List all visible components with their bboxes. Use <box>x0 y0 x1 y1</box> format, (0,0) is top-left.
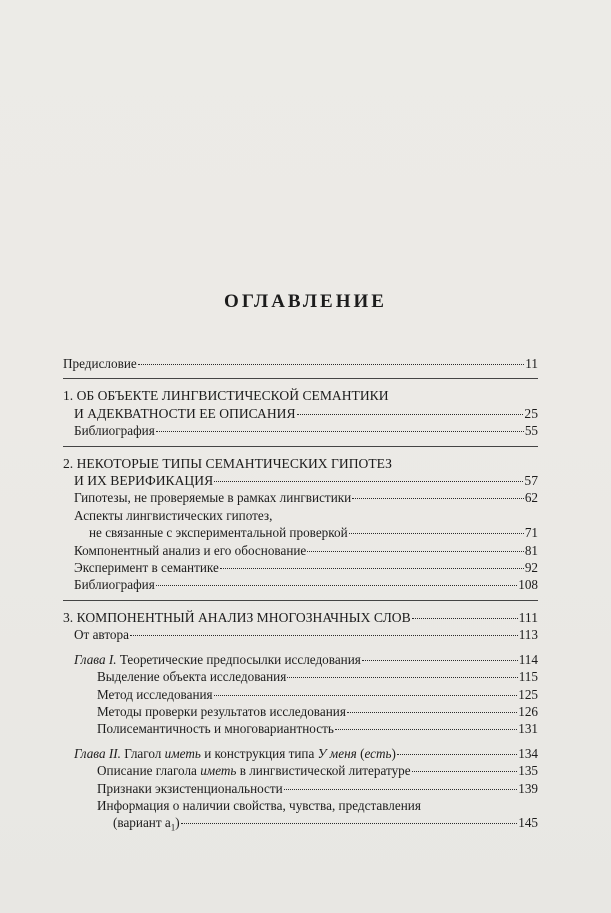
chapter-label: Теоретические предпосылки исследования <box>119 651 361 667</box>
toc-entry[interactable] <box>63 780 538 797</box>
section-heading: И АДЕКВАТНОСТИ ЕЕ ОПИСАНИЯ <box>74 405 296 421</box>
table-of-contents <box>63 355 538 837</box>
leader-dots <box>130 635 518 636</box>
toc-entry-section-3[interactable] <box>63 609 538 626</box>
toc-page-number: 111 <box>518 609 538 625</box>
leader-dots <box>412 771 518 772</box>
toc-page-number: 115 <box>518 669 538 685</box>
leader-dots <box>335 729 517 730</box>
toc-page-number: 57 <box>524 473 538 489</box>
toc-entry[interactable] <box>63 720 538 737</box>
section-heading: 3. КОМПОНЕНТНЫЙ АНАЛИЗ МНОГОЗНАЧНЫХ СЛОВ <box>63 609 411 625</box>
toc-entry-label: Методы проверки результатов исследования <box>97 703 346 719</box>
toc-page-number: 125 <box>518 686 538 702</box>
page-title: ОГЛАВЛЕНИЕ <box>224 291 387 312</box>
toc-entry[interactable] <box>63 559 538 576</box>
section-divider <box>63 446 538 447</box>
leader-dots <box>220 568 524 569</box>
toc-entry-label: Метод исследования <box>97 686 213 702</box>
toc-entry-chapter-2[interactable] <box>63 745 538 762</box>
section-heading: 2. НЕКОТОРЫЕ ТИПЫ СЕМАНТИЧЕСКИХ ГИПОТЕЗ <box>63 455 392 471</box>
toc-entry-label: (вариант $а_1$) <box>113 815 180 833</box>
toc-entry-section-1[interactable] <box>63 405 538 422</box>
section-heading: И ИХ ВЕРИФИКАЦИЯ <box>74 473 214 489</box>
toc-page-number: 71 <box>524 525 538 541</box>
toc-entry-label: не связанные с экспериментальной проверкой <box>89 525 348 541</box>
toc-page-number: 139 <box>518 780 538 796</box>
leader-dots <box>156 431 524 432</box>
leader-dots <box>349 533 524 534</box>
toc-entry-label: Аспекты лингвистических гипотез, <box>74 507 273 523</box>
leader-dots <box>214 481 523 482</box>
toc-page-number: 81 <box>524 542 538 558</box>
toc-entry-preface[interactable] <box>63 355 538 372</box>
chapter-prefix: Глава I. <box>74 651 117 667</box>
toc-entry[interactable] <box>63 542 538 559</box>
toc-entry-label: Выделение объекта исследования <box>97 669 287 685</box>
leader-dots <box>287 677 517 678</box>
toc-entry-label: Эксперимент в семантике <box>74 560 219 576</box>
toc-entry[interactable] <box>63 626 538 643</box>
toc-page-number: 114 <box>518 651 538 667</box>
toc-entry[interactable] <box>63 814 538 837</box>
leader-dots <box>397 754 517 755</box>
toc-entry-label: Библиография <box>74 577 155 593</box>
leader-dots <box>362 660 518 661</box>
toc-page-number: 135 <box>518 763 538 779</box>
toc-entry-label: Полисемантичность и многовариантность <box>97 721 334 737</box>
leader-dots <box>347 712 517 713</box>
toc-entry-label: Описание глагола иметь в лингвистической литературе <box>97 763 411 779</box>
leader-dots <box>297 414 524 415</box>
toc-entry-label: Гипотезы, не проверяемые в рамках лингвистики <box>74 490 352 506</box>
section-heading: 1. ОБ ОБЪЕКТЕ ЛИНГВИСТИЧЕСКОЙ СЕМАНТИКИ <box>63 388 389 404</box>
toc-entry[interactable] <box>63 576 538 593</box>
toc-entry-label: Компонентный анализ и его обоснование <box>74 542 307 558</box>
toc-entry[interactable] <box>63 524 538 541</box>
toc-entry-label: От автора <box>74 627 129 643</box>
toc-entry[interactable] <box>63 703 538 720</box>
toc-page-number: 126 <box>518 703 538 719</box>
toc-entry-section-2[interactable] <box>63 472 538 489</box>
toc-entry-label: Информация о наличии свойства, чувства, представления <box>97 797 421 813</box>
leader-dots <box>156 585 517 586</box>
leader-dots <box>214 695 518 696</box>
leader-dots <box>181 823 518 824</box>
toc-entry[interactable] <box>63 686 538 703</box>
toc-entry-label: Признаки экзистенциональности <box>97 780 283 796</box>
toc-page-number: 25 <box>524 405 538 421</box>
toc-page-number: 62 <box>524 490 538 506</box>
leader-dots <box>412 618 518 619</box>
toc-page-number: 11 <box>525 356 538 371</box>
toc-page-number: 108 <box>518 577 538 593</box>
chapter-title: Глава II. Глагол иметь и конструкция типа У меня (есть) <box>74 745 396 761</box>
toc-entry-chapter-1[interactable] <box>63 651 538 668</box>
toc-page-number: 113 <box>518 627 538 643</box>
leader-dots <box>307 551 524 552</box>
leader-dots <box>352 498 524 499</box>
toc-page-number: 55 <box>524 423 538 439</box>
toc-entry-label: Библиография <box>74 423 155 439</box>
toc-page-number: 134 <box>518 745 538 761</box>
toc-entry[interactable] <box>63 489 538 506</box>
toc-entry[interactable] <box>63 422 538 439</box>
toc-page-number: 145 <box>518 815 538 831</box>
section-divider <box>63 600 538 601</box>
leader-dots <box>284 789 517 790</box>
chapter-title <box>74 651 361 668</box>
toc-entry[interactable] <box>63 762 538 779</box>
leader-dots <box>138 364 525 365</box>
toc-page-number: 131 <box>518 721 538 737</box>
toc-entry-label: Предисловие <box>63 356 137 371</box>
toc-entry[interactable] <box>63 668 538 685</box>
section-divider <box>63 378 538 379</box>
chapter-prefix: Глава II. <box>74 745 121 761</box>
toc-page-number: 92 <box>524 560 538 576</box>
